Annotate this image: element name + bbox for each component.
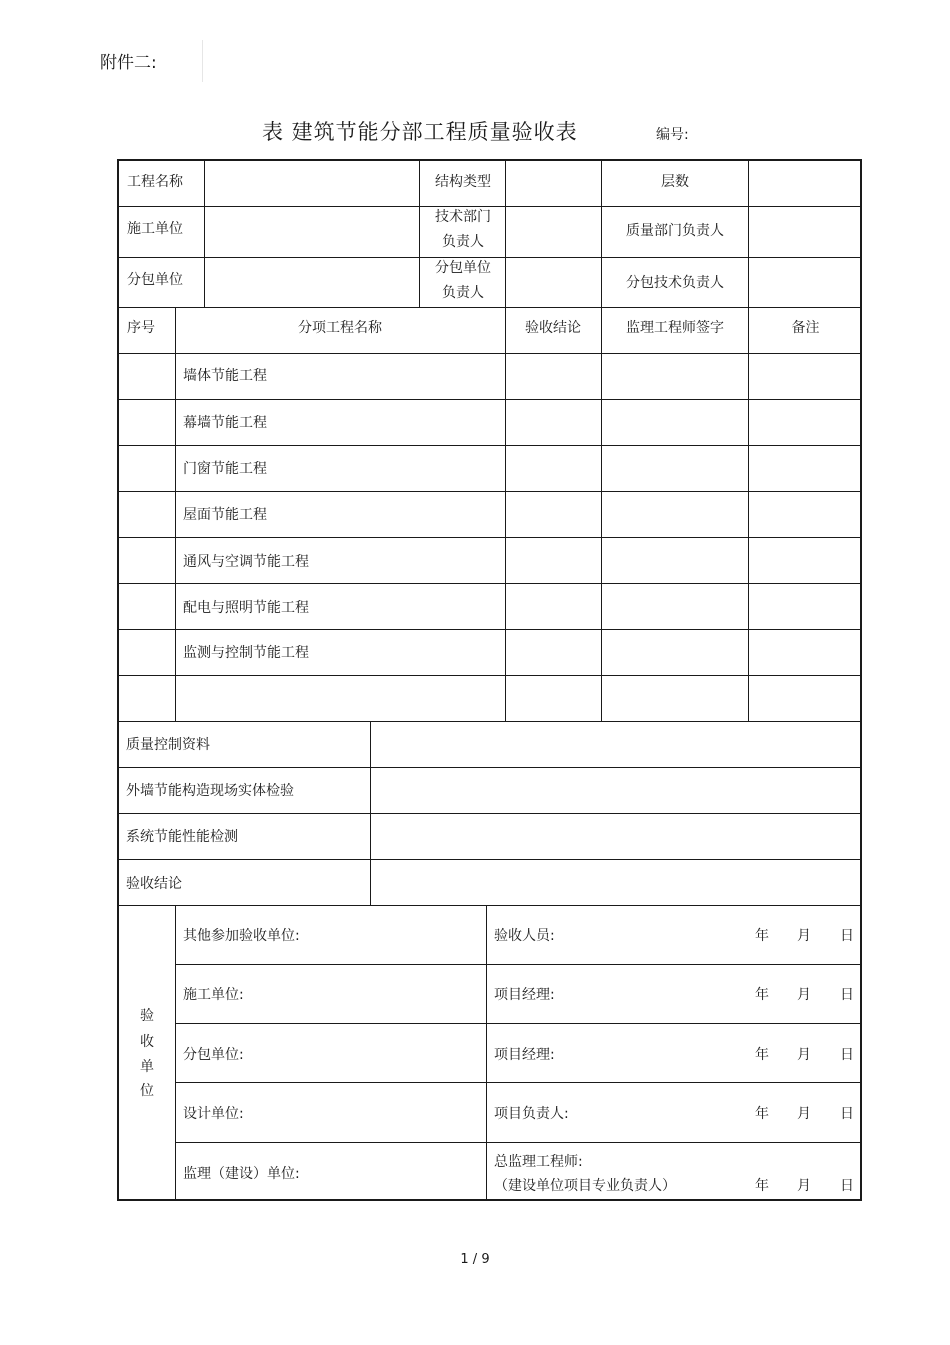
grid-line — [119, 721, 860, 722]
label-sub-tech: 分包技术负责人 — [626, 275, 724, 291]
label-construction-unit: 施工单位 — [127, 221, 183, 237]
col-item-name: 分项工程名称 — [298, 320, 382, 336]
grid-line — [119, 813, 860, 814]
label-sub-unit-2: 负责人 — [442, 285, 484, 301]
grid-line — [748, 161, 749, 307]
month-label: 月 — [797, 928, 811, 944]
month-label: 月 — [797, 1178, 811, 1194]
grid-line — [175, 1082, 860, 1083]
year-label: 年 — [755, 1178, 769, 1194]
item-name: 墙体节能工程 — [183, 368, 267, 384]
acceptance-table — [117, 159, 862, 1201]
grid-line — [601, 161, 602, 307]
attachment-label: 附件二: — [100, 53, 157, 73]
item-name: 屋面节能工程 — [183, 507, 267, 523]
grid-line — [505, 307, 506, 721]
side-label-char: 位 — [140, 1083, 154, 1099]
label-subcontractor: 分包单位 — [127, 272, 183, 288]
day-label: 日 — [840, 1178, 854, 1194]
divider — [202, 40, 203, 82]
year-label: 年 — [755, 987, 769, 1003]
month-label: 月 — [797, 987, 811, 1003]
acceptance-unit: 监理（建设）单位: — [183, 1166, 300, 1182]
grid-line — [119, 859, 860, 860]
label-project-name: 工程名称 — [127, 174, 183, 190]
side-label-char: 单 — [140, 1059, 154, 1075]
side-label-char: 验 — [140, 1008, 154, 1024]
col-conclusion: 验收结论 — [525, 320, 581, 336]
item-name: 配电与照明节能工程 — [183, 600, 309, 616]
grid-line — [175, 1023, 860, 1024]
acceptance-person: 验收人员: — [494, 928, 555, 944]
acceptance-person: 项目经理: — [494, 1047, 555, 1063]
label-tech-dept-1: 技术部门 — [435, 209, 491, 225]
grid-line — [175, 1142, 860, 1143]
month-label: 月 — [797, 1047, 811, 1063]
item-name: 通风与空调节能工程 — [183, 554, 309, 570]
item-name: 门窗节能工程 — [183, 461, 267, 477]
grid-line — [601, 307, 602, 721]
year-label: 年 — [755, 1106, 769, 1122]
grid-line — [175, 905, 176, 1199]
label-tech-dept-2: 负责人 — [442, 234, 484, 250]
label-structure-type: 结构类型 — [435, 174, 491, 190]
grid-line — [119, 767, 860, 768]
acceptance-person: 总监理工程师: — [494, 1154, 583, 1170]
grid-line — [204, 161, 205, 307]
grid-line — [748, 307, 749, 721]
section-label: 验收结论 — [126, 876, 182, 892]
year-label: 年 — [755, 1047, 769, 1063]
acceptance-unit: 设计单位: — [183, 1106, 244, 1122]
grid-line — [370, 721, 371, 905]
item-name: 幕墙节能工程 — [183, 415, 267, 431]
acceptance-unit: 分包单位: — [183, 1047, 244, 1063]
side-label-char: 收 — [140, 1034, 154, 1050]
acceptance-person-note: （建设单位项目专业负责人） — [494, 1178, 676, 1194]
section-label: 质量控制资料 — [126, 737, 210, 753]
day-label: 日 — [840, 1106, 854, 1122]
grid-line — [119, 905, 860, 906]
day-label: 日 — [840, 928, 854, 944]
day-label: 日 — [840, 1047, 854, 1063]
label-floors: 层数 — [661, 174, 689, 190]
col-supervisor-sign: 监理工程师签字 — [626, 320, 724, 336]
day-label: 日 — [840, 987, 854, 1003]
grid-line — [175, 307, 176, 721]
col-remark: 备注 — [791, 320, 820, 336]
acceptance-unit: 施工单位: — [183, 987, 244, 1003]
year-label: 年 — [755, 928, 769, 944]
serial-label: 编号: — [656, 127, 689, 143]
col-no: 序号 — [127, 320, 155, 336]
section-label: 系统节能性能检测 — [126, 829, 238, 845]
grid-line — [175, 964, 860, 965]
grid-line — [486, 905, 487, 1199]
label-quality-dept: 质量部门负责人 — [626, 223, 724, 239]
acceptance-person: 项目经理: — [494, 987, 555, 1003]
acceptance-unit: 其他参加验收单位: — [183, 928, 300, 944]
item-name: 监测与控制节能工程 — [183, 645, 309, 661]
page-title: 表 建筑节能分部工程质量验收表 — [262, 120, 578, 144]
month-label: 月 — [797, 1106, 811, 1122]
grid-line — [505, 161, 506, 307]
acceptance-person: 项目负责人: — [494, 1106, 569, 1122]
page-number: 1 / 9 — [460, 1252, 490, 1267]
section-label: 外墙节能构造现场实体检验 — [126, 783, 294, 799]
grid-line — [419, 161, 420, 307]
label-sub-unit-1: 分包单位 — [435, 260, 491, 276]
